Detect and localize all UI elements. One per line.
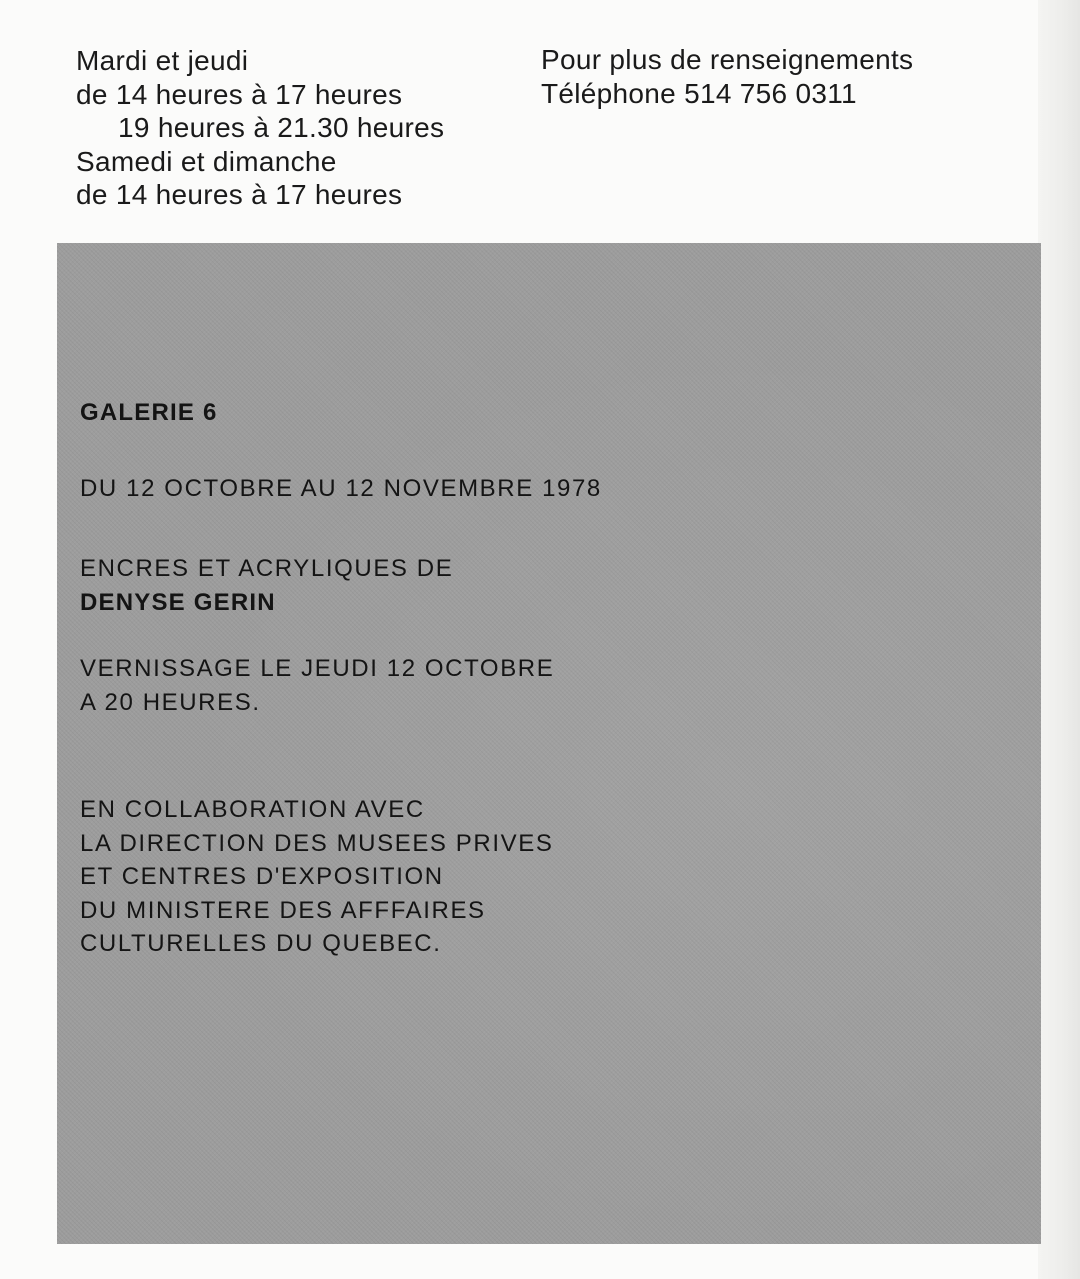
opening-line-time: A 20 HEURES. (80, 688, 261, 716)
hours-line-afternoon: de 14 heures à 17 heures (76, 78, 403, 110)
collab-line: LA DIRECTION DES MUSEES PRIVES (80, 829, 554, 857)
collab-line: DU MINISTERE DES AFFFAIRES (80, 896, 486, 924)
hours-line-evening: 19 heures à 21.30 heures (118, 112, 445, 143)
contact-phone: Téléphone 514 756 0311 (541, 77, 857, 109)
collaboration-credit (80, 793, 553, 961)
exhibition-dates: DU 12 OCTOBRE AU 12 NOVEMBRE 1978 (80, 475, 602, 502)
medium-line: ENCRES ET ACRYLIQUES DE (80, 555, 454, 582)
contact-info-label: Pour plus de renseignements (541, 44, 914, 75)
hours-line-days-weekend: Samedi et dimanche (76, 145, 337, 177)
exhibition-panel (57, 243, 1041, 1244)
hours-line-days-weekday: Mardi et jeudi (76, 45, 249, 76)
opening-info (80, 652, 554, 719)
collab-line: EN COLLABORATION AVEC (80, 796, 425, 823)
page-edge-shadow (1038, 0, 1080, 1279)
opening-hours (76, 44, 444, 212)
opening-line-date: VERNISSAGE LE JEUDI 12 OCTOBRE (80, 655, 555, 682)
collab-line: CULTURELLES DU QUEBEC. (80, 930, 442, 957)
collab-line: ET CENTRES D'EXPOSITION (80, 863, 444, 890)
artist-block (80, 552, 453, 619)
gallery-title: GALERIE 6 (80, 399, 218, 426)
artist-name: DENYSE GERIN (80, 588, 276, 616)
contact-info (541, 43, 913, 110)
hours-line-weekend-afternoon: de 14 heures à 17 heures (76, 179, 403, 210)
